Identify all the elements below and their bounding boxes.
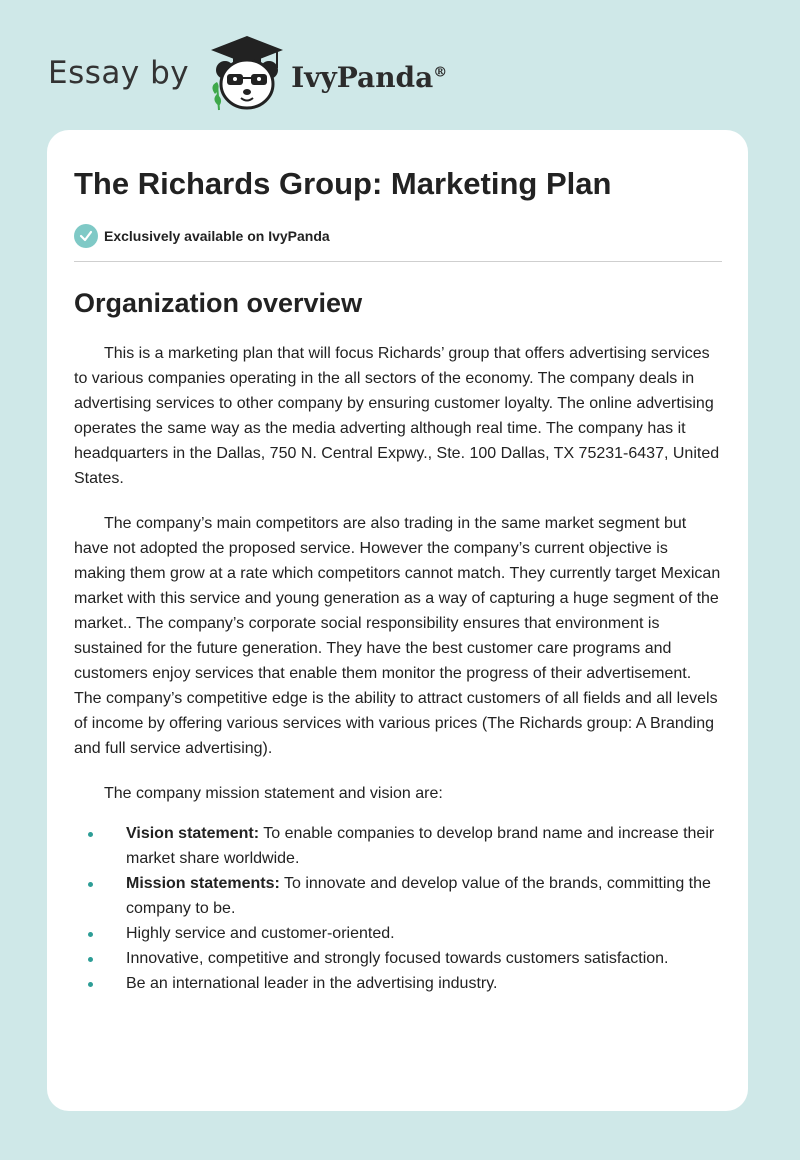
list-item: Highly service and customer-oriented. bbox=[74, 921, 722, 946]
bullet-dot-icon bbox=[88, 932, 93, 937]
site-logo[interactable] bbox=[48, 34, 447, 112]
panda-mascot-icon bbox=[207, 34, 287, 112]
bullet-dot-icon bbox=[88, 957, 93, 962]
divider bbox=[74, 261, 722, 262]
essay-by-label: Essay by bbox=[48, 55, 190, 91]
brand-name: IvyPanda® bbox=[291, 60, 448, 94]
paragraph: The company mission statement and vision are: bbox=[104, 785, 443, 802]
bullet-dot-icon bbox=[88, 832, 93, 837]
exclusive-badge bbox=[74, 224, 722, 248]
section-heading: Organization overview bbox=[74, 288, 363, 318]
bullet-dot-icon bbox=[88, 882, 93, 887]
list-item: Be an international leader in the advertising industry. bbox=[74, 971, 722, 996]
paragraph: This is a marketing plan that will focus Richards’ group that offers advertising services to various companies operating in the all sectors of the economy. The company deals in advertising services to other company by ensuring customer loyalty. The online advertising operates the same way as the media adverting although real time. The company has it headquarters in the Dallas, 750 N. Central Expwy., Ste. 100 Dallas, TX 75231-6437, United States. bbox=[74, 345, 720, 487]
article-card bbox=[47, 130, 748, 1111]
bullet-dot-icon bbox=[88, 982, 93, 987]
page-title: The Richards Group: Marketing Plan bbox=[74, 166, 612, 201]
exclusive-label: Exclusively available on IvyPanda bbox=[104, 228, 330, 244]
list-item: Mission statements: To innovate and develop value of the brands, committing the company to be. bbox=[74, 871, 722, 921]
check-icon bbox=[74, 224, 98, 248]
bullet-list bbox=[74, 821, 722, 996]
list-item: Vision statement: To enable companies to develop brand name and increase their market share worldwide. bbox=[74, 821, 722, 871]
list-item: Innovative, competitive and strongly focused towards customers satisfaction. bbox=[74, 946, 722, 971]
paragraph: The company’s main competitors are also trading in the same market segment but have not adopted the proposed service. However the company’s current objective is making them grow at a rate which competitors cannot match. They currently target Mexican market with this service and young generation as a way of capturing a huge segment of the market.. The company’s corporate social responsibility ensures that environment is sustained for the future generation. They have the best customer care programs and customers enjoy services that enable them monitor the progress of their advertisement. The company’s competitive edge is the ability to attract customers of all fields and all levels of income by offering various services with various prices (The Richards group: A Branding and full service advertising). bbox=[74, 515, 721, 757]
